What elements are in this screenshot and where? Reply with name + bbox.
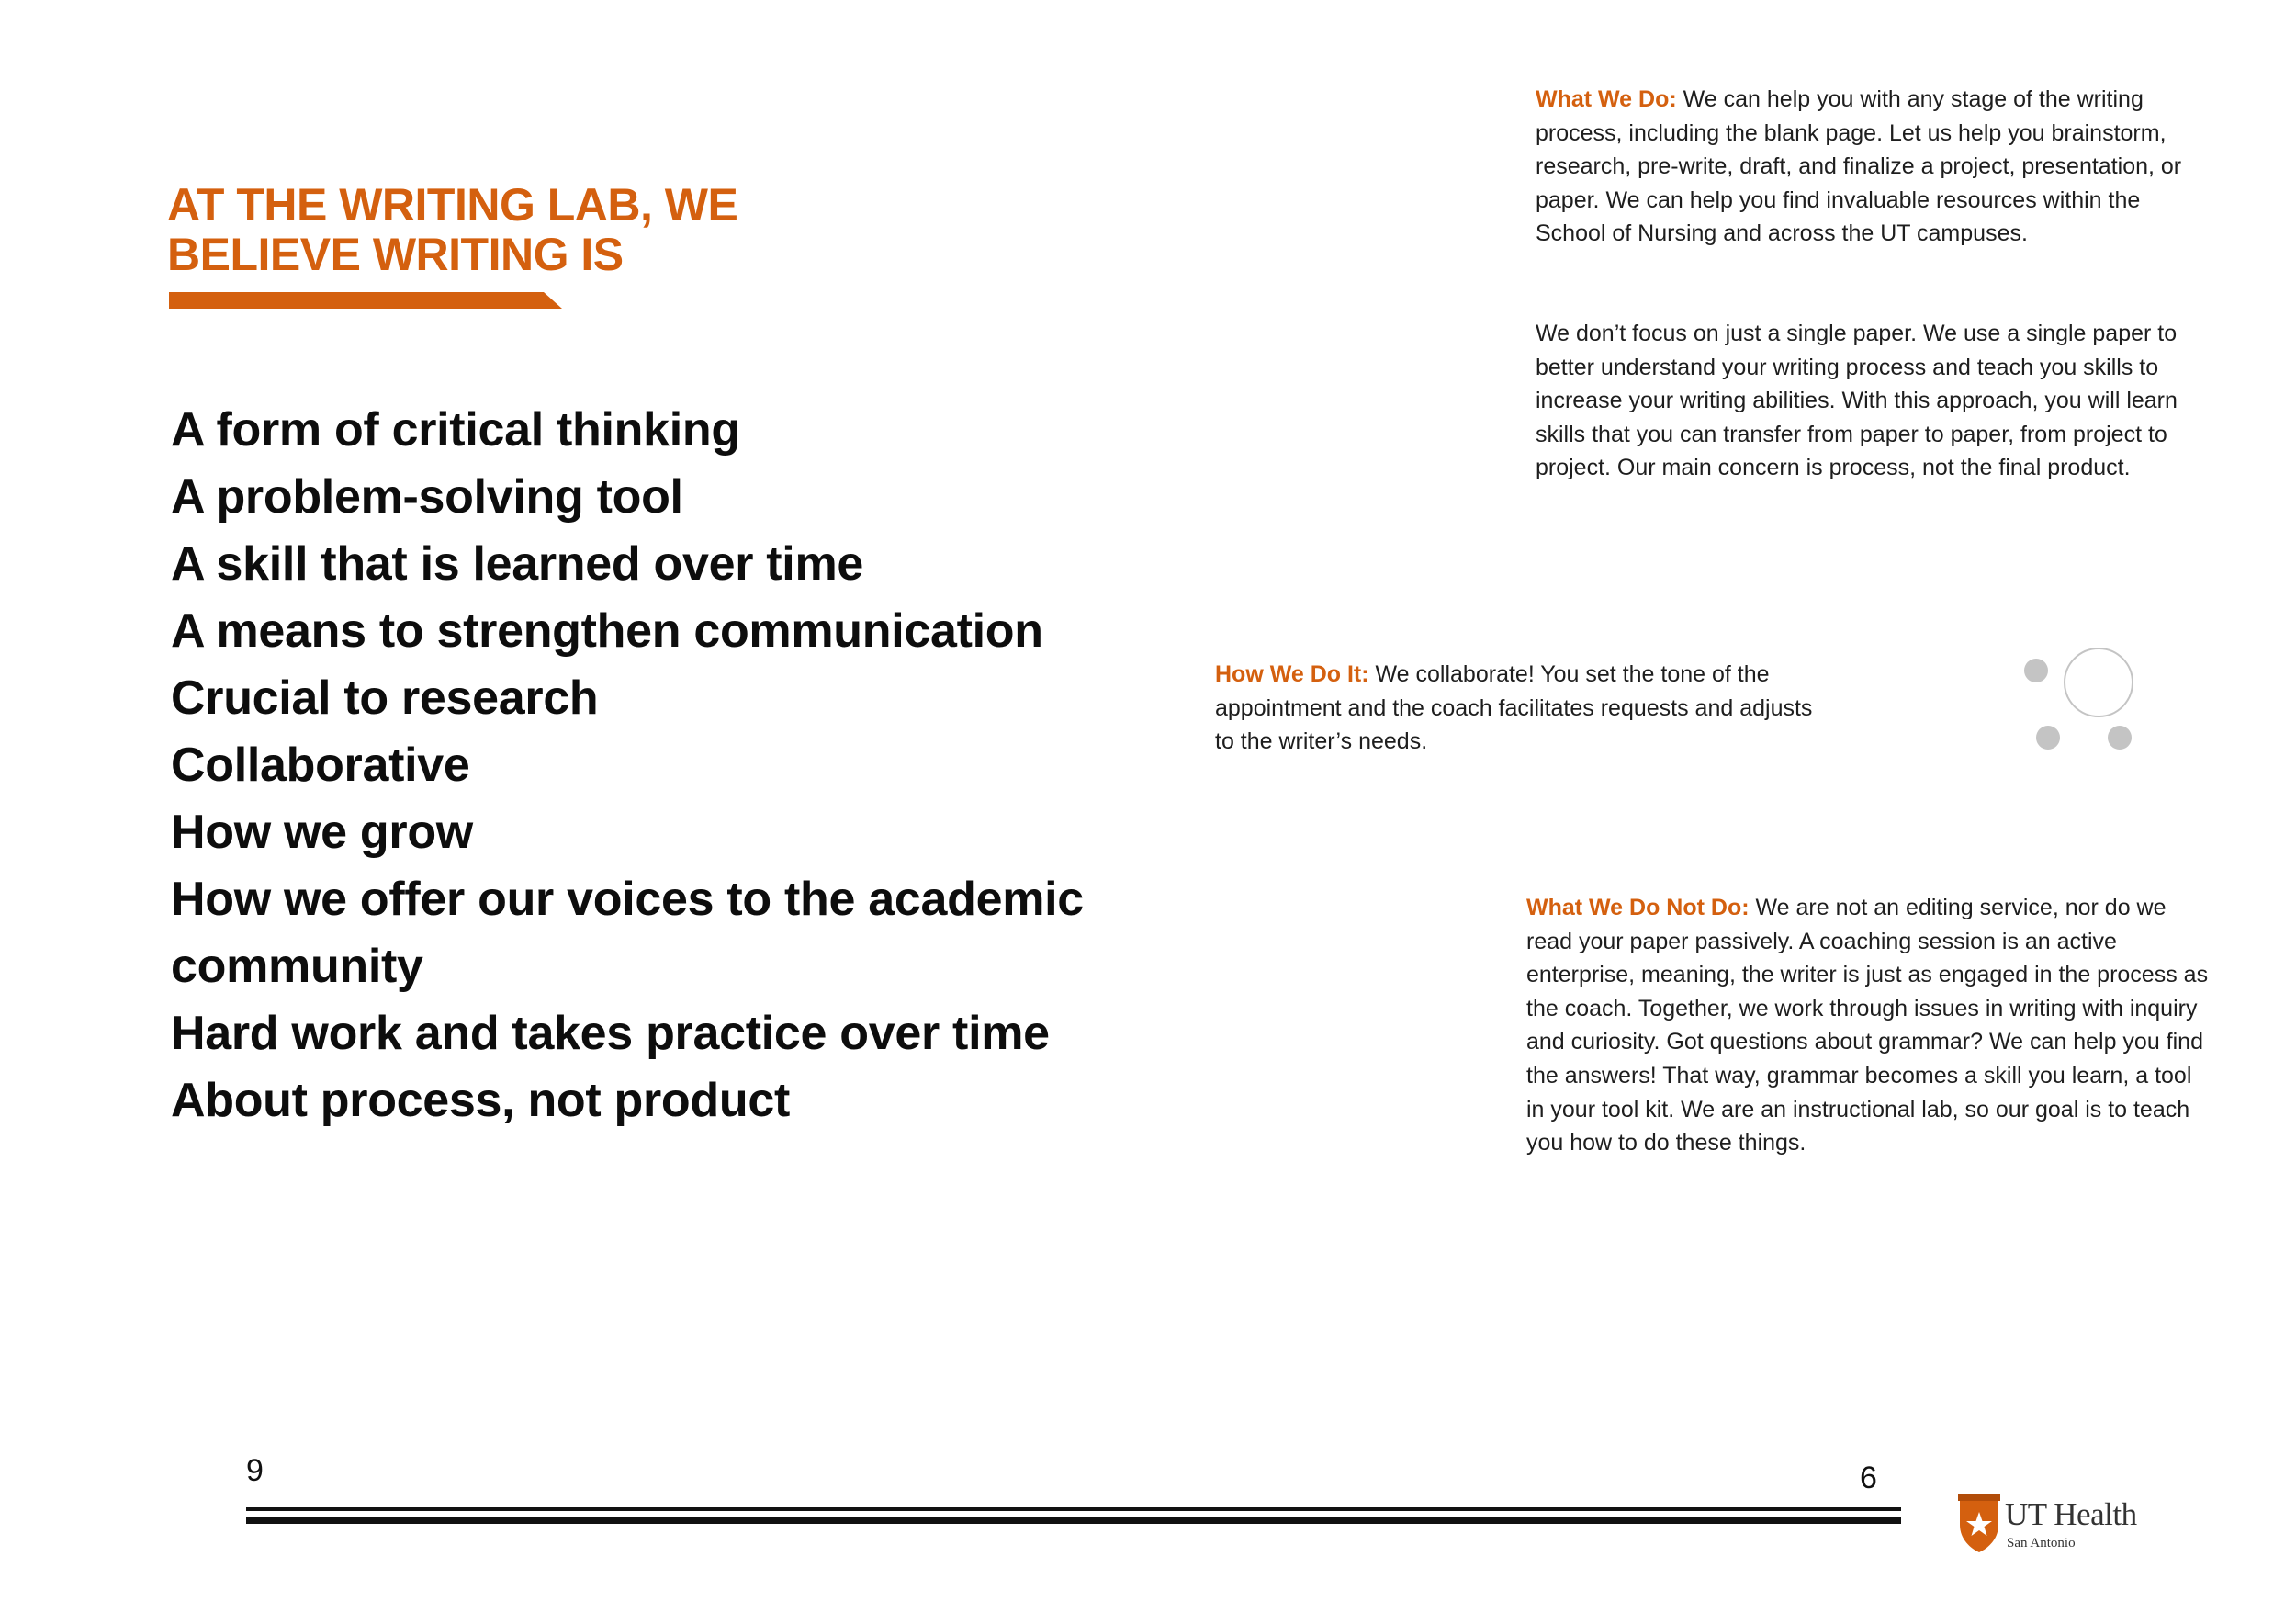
single-paper-paragraph: We don’t focus on just a single paper. We use a single paper to better understand your writing process and teach you skills to increase your writing abilities. With this approach, you will learn skills that you can transfer from paper to paper, from project to project. Our main concern is process, not the final product. bbox=[1536, 321, 2178, 481]
beliefs-list bbox=[171, 397, 1227, 1134]
belief-item: A skill that is learned over time bbox=[171, 537, 864, 591]
belief-item: Hard work and takes practice over time bbox=[171, 1007, 1050, 1060]
how-we-do-it-text: We collaborate! You set the tone of the appointment and the coach facilitates requests and adjusts to the writer’s needs. bbox=[1215, 661, 1813, 755]
star-shield-icon bbox=[1956, 1490, 2002, 1554]
how-we-do-it-paragraph bbox=[1215, 658, 1821, 759]
belief-item: Crucial to research bbox=[171, 671, 599, 725]
belief-item: Collaborative bbox=[171, 739, 470, 792]
belief-item: A problem-solving tool bbox=[171, 470, 683, 524]
footer-rule-thick bbox=[246, 1517, 1901, 1524]
belief-item: How we offer our voices to the academic bbox=[171, 873, 1084, 926]
belief-item: About process, not product bbox=[171, 1074, 790, 1127]
what-we-do-paragraph bbox=[1536, 83, 2215, 251]
belief-item: A form of critical thinking bbox=[171, 403, 740, 457]
what-we-do-not-do-paragraph bbox=[1526, 891, 2213, 1160]
decorative-circles-icon bbox=[2016, 643, 2154, 762]
belief-item: community bbox=[171, 940, 423, 993]
belief-item: How we grow bbox=[171, 806, 473, 859]
footer-rule-thin bbox=[246, 1507, 1901, 1511]
logo-wordmark: UT Health bbox=[2005, 1496, 2137, 1532]
what-we-do-label: What We Do: bbox=[1536, 86, 1677, 112]
how-we-do-it-label: How We Do It: bbox=[1215, 661, 1369, 687]
logo-subtitle: San Antonio bbox=[2007, 1536, 2076, 1551]
heading-line-2: BELIEVE WRITING IS bbox=[167, 229, 624, 280]
page-number-left: 9 bbox=[246, 1453, 264, 1488]
what-we-do-not-do-label: What We Do Not Do: bbox=[1526, 895, 1750, 920]
page-number-right: 6 bbox=[1860, 1460, 1877, 1495]
heading-line-1: AT THE WRITING LAB, WE bbox=[167, 179, 738, 231]
what-we-do-text: We can help you with any stage of the writing process, including the blank page. Let us help you brainstorm, research, pre-write, draft, and finalize a project, presentation, or paper. We can help you find invaluable resources within the School of Nursing and across the UT campuses. bbox=[1536, 86, 2182, 247]
what-we-do-not-do-text: We are not an editing service, nor do we read your paper passively. A coaching session is an active enterprise, meaning, the writer is just as engaged in the process as the coach. Together, we work through issues in writing with inquiry and curiosity. Got questions about grammar? We can help you find the answers! That way, grammar becomes a skill you learn, a tool in your tool kit. We are an instructional lab, so our goal is to teach you how to do these things. bbox=[1526, 895, 2209, 1156]
belief-item: A means to strengthen communication bbox=[171, 604, 1043, 658]
section-heading bbox=[167, 180, 810, 279]
heading-underline-bar bbox=[169, 292, 564, 310]
